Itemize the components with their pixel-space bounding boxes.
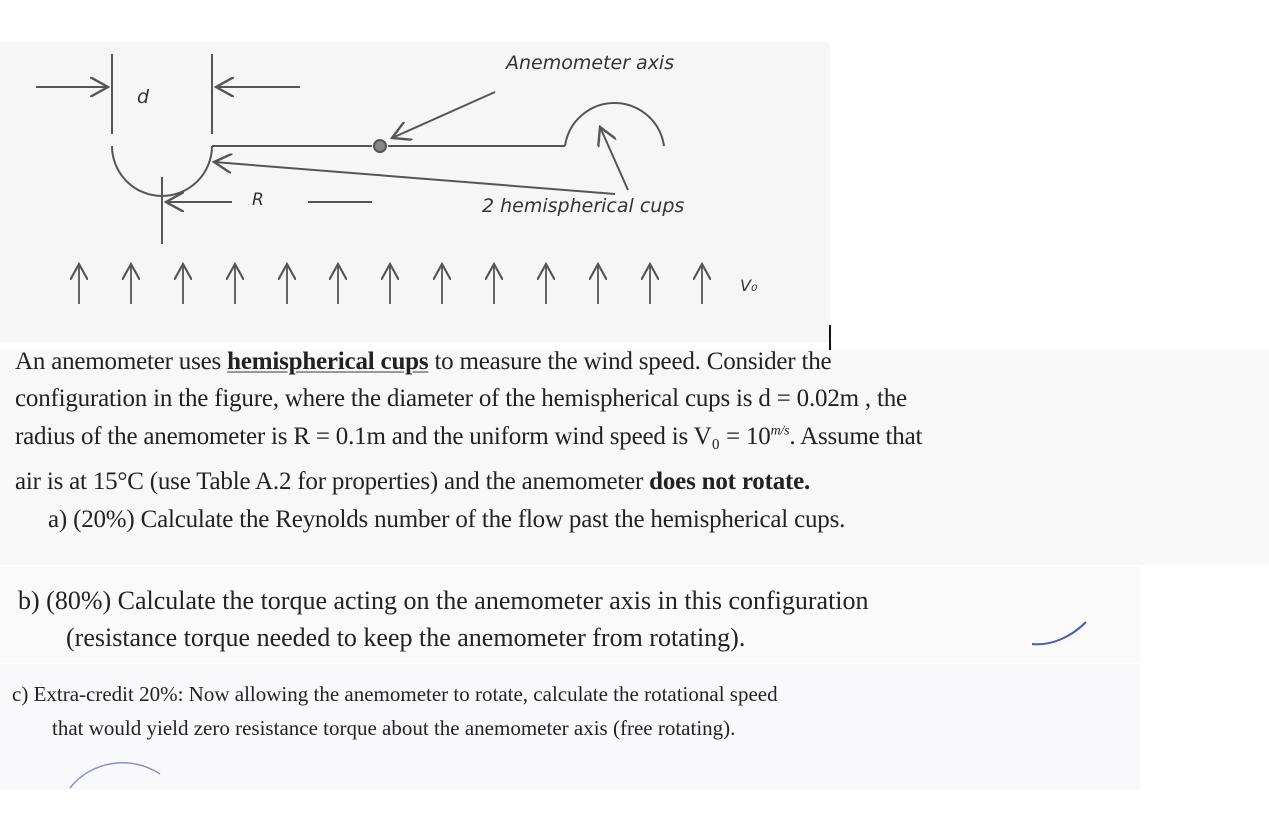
anemometer-figure — [0, 42, 830, 342]
problem-line-4 — [15, 468, 810, 496]
hemispherical-cups-label: 2 hemispherical cups — [482, 195, 685, 217]
text: . Assume that — [789, 423, 923, 450]
part-b — [0, 566, 1140, 662]
bold-text: hemispherical cups — [227, 348, 429, 375]
R-label: R — [252, 190, 264, 210]
checkmark-scribble — [1030, 618, 1090, 648]
V0-label: V₀ — [740, 276, 758, 295]
text: to measure the wind speed. Consider the — [428, 348, 832, 375]
bold-text: does not rotate. — [649, 468, 811, 495]
part-c — [0, 664, 1140, 790]
problem-line-1 — [15, 348, 831, 376]
text: An anemometer uses — [15, 348, 228, 375]
text: radius of the anemometer is R = 0.1m and the uniform wind speed is V₀ = 10 — [15, 423, 771, 450]
d-label: d — [137, 86, 150, 108]
figure-drawing — [0, 42, 830, 342]
part-b-line-1: b) (80%) Calculate the torque acting on the anemometer axis in this configuration — [18, 586, 869, 615]
problem-line-2: configuration in the figure, where the diameter of the hemispherical cups is d = 0.02m , the — [15, 385, 907, 412]
anemometer-axis-label: Anemometer axis — [506, 52, 675, 74]
unit-fraction: m/s — [770, 423, 790, 439]
part-b-line-2: (resistance torque needed to keep the anemometer from rotating). — [66, 623, 746, 652]
text: air is at 15°C (use Table A.2 for properties) and the anemometer — [15, 468, 650, 495]
problem-line-3 — [15, 423, 922, 451]
part-a: a) (20%) Calculate the Reynolds number of the flow past the hemispherical cups. — [48, 506, 846, 533]
handwritten-scribble — [60, 754, 180, 790]
part-c-line-2: that would yield zero resistance torque about the anemometer axis (free rotating). — [52, 716, 736, 740]
problem-statement — [0, 350, 1269, 565]
part-c-line-1: c) Extra-credit 20%: Now allowing the anemometer to rotate, calculate the rotational speed — [12, 682, 778, 706]
